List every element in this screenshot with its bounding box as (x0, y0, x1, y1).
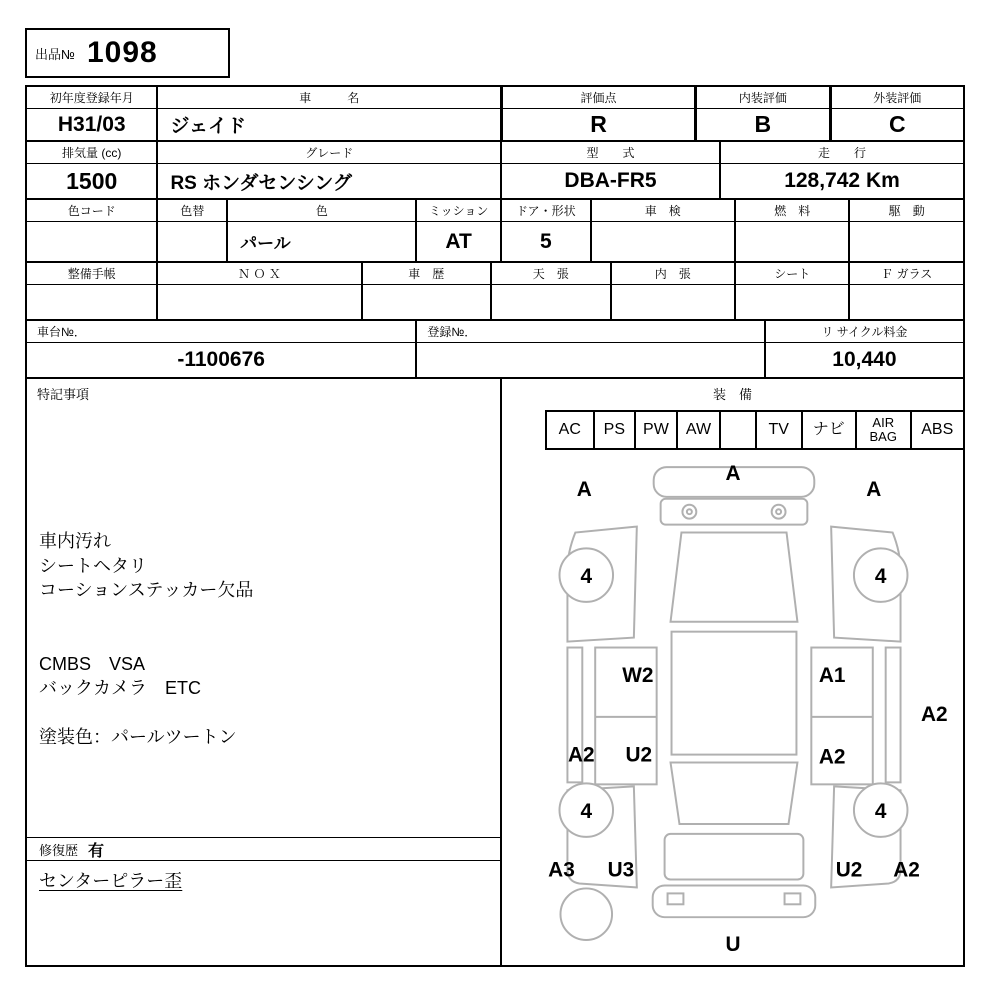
cell-history (361, 263, 490, 319)
note-line: 塗装色：パールツートン (39, 727, 237, 747)
car-name-value: ジェイド (170, 116, 247, 137)
cell-model-code (500, 142, 719, 198)
color-code-label: 色コード (27, 200, 156, 222)
color-label: 色 (228, 200, 415, 222)
cell-front-glass (848, 263, 963, 319)
maintenance-book-value (27, 285, 156, 319)
headliner-value (492, 285, 609, 319)
damage-mark: U3 (607, 858, 635, 882)
auction-no-value: 1098 (86, 36, 158, 69)
interior-trim-label: 内 張 (612, 263, 734, 285)
mileage-value: 128,742 Km (784, 169, 900, 192)
damage-mark: 4 (874, 565, 887, 589)
seat-label: シート (736, 263, 849, 285)
damage-mark: U (725, 932, 741, 956)
interior-trim-value (612, 285, 734, 319)
history-value (363, 285, 490, 319)
repair-history-note: センターピラー歪 (39, 871, 183, 891)
row-grade (27, 140, 963, 198)
displacement-value: 1500 (66, 167, 118, 194)
exterior-score-label: 外装評価 (832, 87, 963, 109)
cell-inspection (590, 200, 734, 261)
displacement-label: 排気量 (cc) (27, 142, 156, 164)
damage-mark: U2 (625, 743, 653, 767)
transmission-label: ミッション (417, 200, 500, 222)
spare-tire (560, 888, 612, 940)
cell-headliner (490, 263, 609, 319)
nox-label: Ｎ Ｏ Ｘ (158, 263, 360, 285)
cell-drive (848, 200, 963, 261)
doors-value: 5 (539, 229, 552, 253)
inspection-value (592, 222, 734, 261)
grade-score-label: 評価点 (503, 87, 694, 109)
interior-score-label: 内装評価 (697, 87, 828, 109)
nox-value (158, 285, 360, 319)
damage-mark: A2 (920, 702, 948, 726)
damage-mark: A (725, 461, 741, 485)
cell-grade-score (500, 87, 694, 140)
equipment-row (545, 410, 965, 450)
row-chassis (27, 319, 963, 377)
registration-no-value (417, 343, 764, 377)
notes-title: 特記事項 (37, 387, 90, 402)
repair-history-value: 有 (88, 842, 105, 860)
note-line (39, 701, 492, 726)
notes-body (39, 529, 492, 750)
damage-mark: U2 (835, 858, 863, 882)
cell-displacement (27, 142, 156, 198)
drive-label: 駆 動 (850, 200, 963, 222)
equip-pw: PW (634, 412, 676, 448)
auction-no-box (25, 28, 230, 78)
note-line: コーションステッカー欠品 (39, 580, 254, 600)
car-damage-diagram (502, 452, 963, 965)
cell-interior-trim (610, 263, 734, 319)
front-glass-label: Ｆ ガラス (850, 263, 963, 285)
row-registration (27, 87, 963, 140)
damage-mark: W2 (622, 664, 654, 688)
cell-maintenance-book (27, 263, 156, 319)
maintenance-book-label: 整備手帳 (27, 263, 156, 285)
transmission-value: AT (445, 229, 472, 253)
cell-recycle-fee (764, 321, 963, 377)
repair-history-section (27, 837, 500, 893)
interior-score-value: B (754, 111, 772, 137)
damage-mark: A3 (548, 858, 575, 882)
note-line: CMBS VSA (39, 653, 146, 674)
note-line (39, 627, 492, 652)
cell-chassis-no (27, 321, 415, 377)
mileage-label: 走 行 (721, 142, 963, 164)
color-change-value (158, 222, 226, 261)
equip-aw: AW (676, 412, 720, 448)
damage-mark: 4 (580, 565, 593, 589)
grade-score-value: R (590, 111, 607, 137)
fuel-value (736, 222, 849, 261)
cell-interior-score (694, 87, 828, 140)
model-code-value: DBA-FR5 (564, 169, 657, 192)
cell-grade (156, 142, 500, 198)
row-condition (27, 261, 963, 319)
color-code-value (27, 222, 156, 261)
equip-ac: AC (558, 420, 581, 438)
equip-navi: ナビ (801, 412, 855, 448)
repair-history-header (27, 837, 500, 861)
damage-mark: 4 (874, 800, 887, 824)
note-line (39, 603, 492, 628)
model-code-label: 型 式 (502, 142, 719, 164)
damage-mark: A2 (818, 745, 846, 769)
headliner-label: 天 張 (492, 263, 609, 285)
cell-mileage (719, 142, 963, 198)
auction-no-label: 出品№ (35, 46, 75, 62)
cell-transmission (415, 200, 500, 261)
equip-abs: ABS (910, 412, 963, 448)
repair-history-label: 修復歴 (39, 842, 79, 858)
sheet-table (25, 85, 965, 967)
cell-car-name (156, 87, 500, 140)
exterior-score-value: C (888, 111, 906, 137)
cell-doors (500, 200, 590, 261)
equipment-panel (500, 379, 963, 965)
reg-date-value: H31/03 (57, 112, 126, 136)
chassis-no-label: 車台№． (27, 321, 415, 343)
equipment-title: 装 備 (712, 387, 752, 402)
damage-mark: A (866, 477, 882, 501)
front-glass-value (850, 285, 963, 319)
reg-date-label: 初年度登録年月 (27, 87, 156, 109)
color-change-label: 色替 (158, 200, 226, 222)
grade-value: RS ホンダセンシング (170, 172, 353, 194)
cell-seat (734, 263, 849, 319)
grade-label: グレード (158, 142, 500, 164)
color-value: パール (240, 234, 291, 253)
equip-ps: PS (593, 412, 635, 448)
equip-blank (719, 412, 755, 448)
recycle-fee-value: 10,440 (832, 348, 897, 371)
damage-mark: A2 (893, 858, 920, 882)
drive-value (850, 222, 963, 261)
cell-exterior-score (829, 87, 963, 140)
note-line: バックカメラ ETC (39, 678, 201, 698)
damage-mark: A (576, 477, 592, 501)
cell-registration-no (415, 321, 764, 377)
recycle-fee-label: リ サイクル料金 (766, 321, 963, 343)
note-line: 車内汚れ (39, 531, 111, 551)
note-line: シートヘタリ (39, 555, 147, 576)
damage-marks (548, 462, 947, 956)
cell-nox (156, 263, 360, 319)
fuel-label: 燃 料 (736, 200, 849, 222)
cell-color (226, 200, 415, 261)
chassis-no-value: -1100676 (177, 348, 265, 371)
cell-fuel (734, 200, 849, 261)
row-color (27, 198, 963, 261)
cell-color-change (156, 200, 226, 261)
cell-color-code (27, 200, 156, 261)
equip-airbag: AIR BAG (855, 412, 910, 448)
seat-value (736, 285, 849, 319)
inspection-label: 車 検 (592, 200, 734, 222)
registration-no-label: 登録№． (417, 321, 764, 343)
row-main (27, 377, 963, 965)
cell-reg-date (27, 87, 156, 140)
damage-mark: 4 (580, 800, 593, 824)
notes-panel (27, 379, 500, 965)
damage-mark: A1 (818, 664, 846, 688)
history-label: 車 歴 (363, 263, 490, 285)
car-name-label: 車 名 (158, 87, 500, 109)
equip-tv: TV (755, 412, 801, 448)
doors-label: ドア・形状 (502, 200, 590, 222)
damage-mark: A2 (568, 743, 595, 767)
